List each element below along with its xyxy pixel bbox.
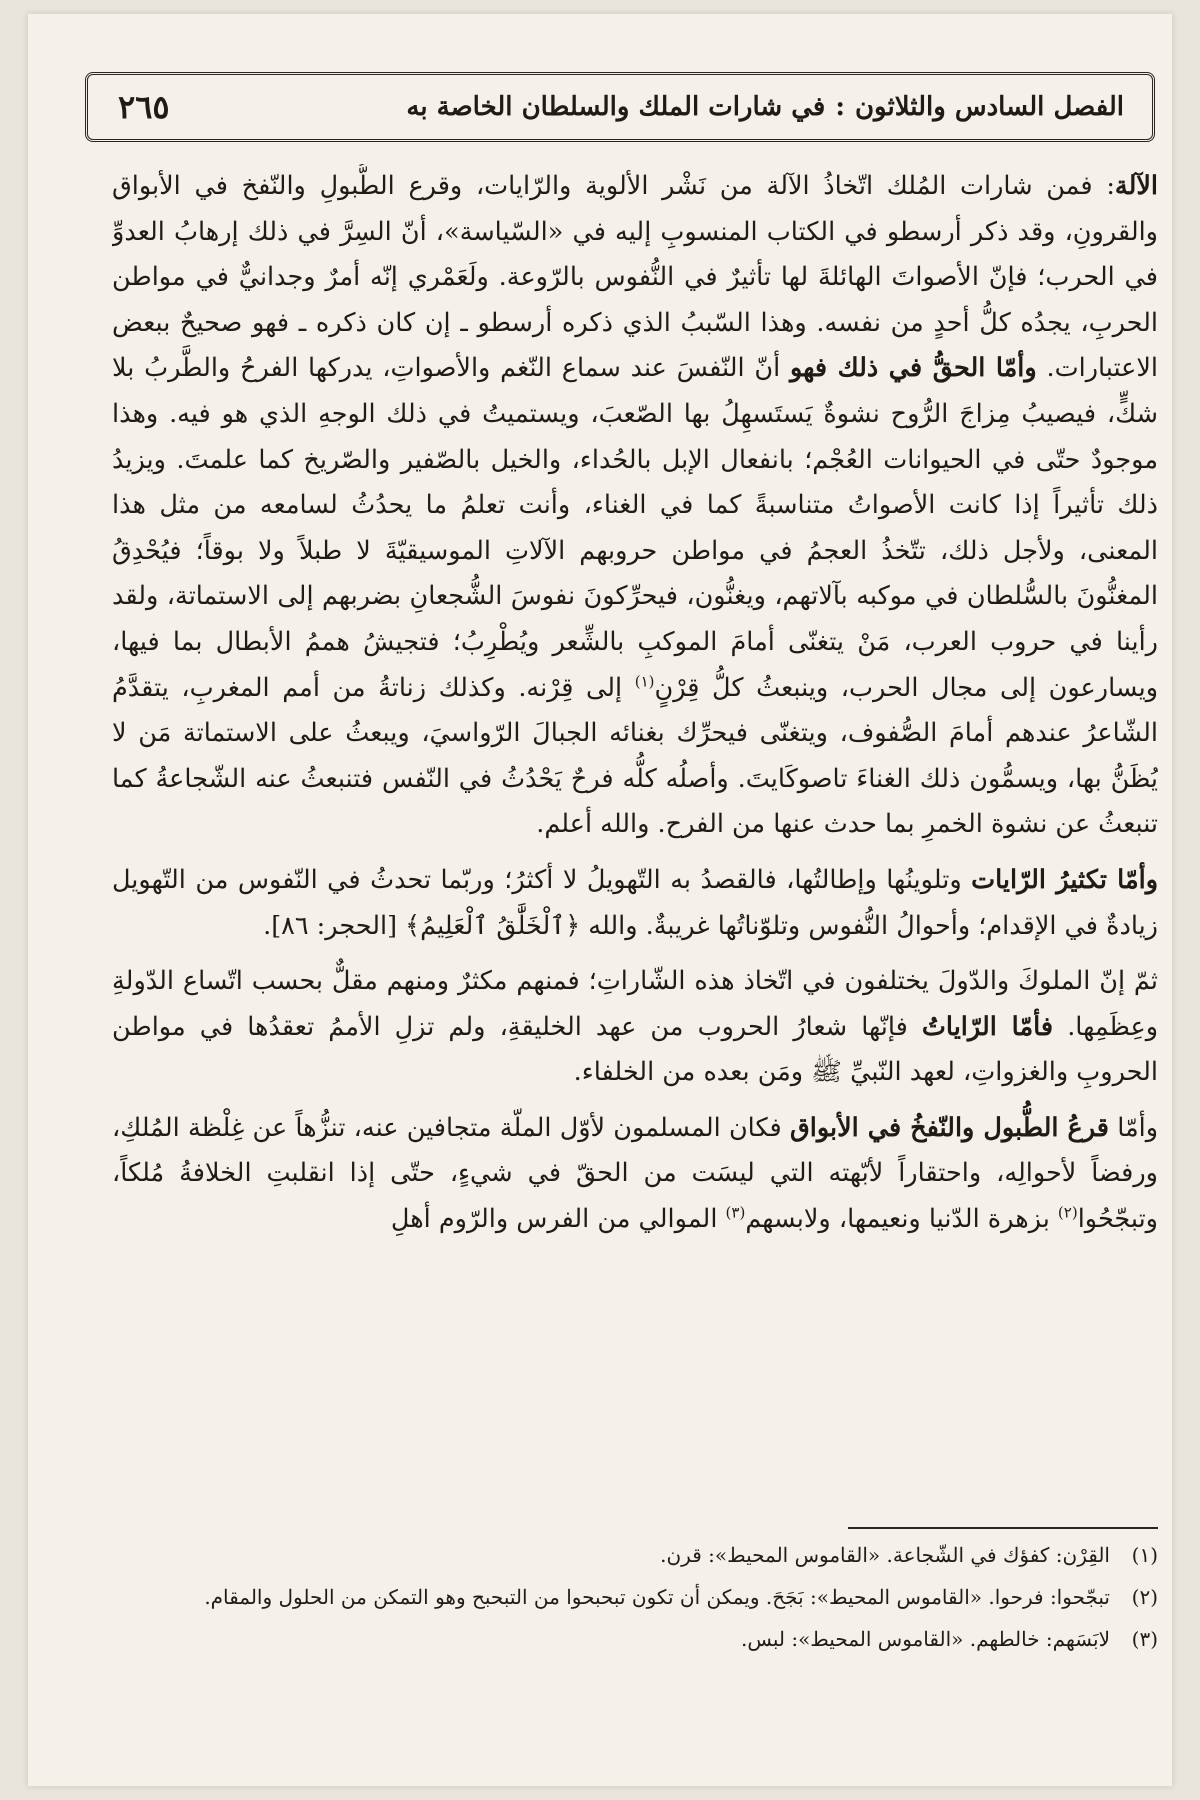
footnote-1 (112, 1538, 1158, 1572)
footnotes (112, 1538, 1158, 1664)
main-text (112, 164, 1158, 1549)
bold-phrase: فأمّا الرّاياتُ (921, 1011, 1054, 1042)
bold-phrase: وأمّا الحقُّ في ذلك فهو (789, 353, 1037, 384)
book-page (28, 14, 1172, 1786)
footnote-ref-2: (٢) (1057, 1203, 1078, 1222)
footnote-text: تبجّحوا: فرحوا. «القاموس المحيط»: بَجَحَ. ويمكن أن تكون تبحبحوا من التبحبح وهو التمكن من الحلول والمقام. (204, 1585, 1110, 1609)
paragraph-text: ثمّ إنّ الملوكَ والدّولَ يختلفون في اتّخاذ هذه الشّاراتِ؛ فمنهم مكثرٌ ومنهم مقلٌّ بحسب اتّساع الدّولةِ وعِظَمِها. (112, 966, 1158, 1042)
paragraph-text: فكان المسلمون لأوّل الملّة متجافين عنه، تنزُّهاً عن غِلْظة المُلكِ، ورفضاً لأحوالِه، واحتقاراً لأبّهته التي ليسَت من الحقّ في شيءٍ، حتّى إذا انقلبتِ الخلافةُ مُلكاً، وتبجّحُوا (112, 1112, 1158, 1235)
paragraph-3 (112, 959, 1158, 1096)
paragraph-text: وأمّا (1117, 1112, 1158, 1143)
footnote-divider (848, 1527, 1158, 1529)
paragraph-1 (112, 164, 1158, 848)
footnote-text: لابَسَهم: خالطهم. «القاموس المحيط»: لبس. (740, 1627, 1110, 1651)
lead-term: وأمّا تكثيرُ الرّايات (971, 864, 1158, 895)
footnote-ref-1: (١) (634, 672, 655, 691)
paragraph-text: الموالي من الفرس والرّوم أهلِ (390, 1204, 718, 1235)
running-header (85, 72, 1155, 142)
paragraph-text: إلى قِرْنه. وكذلك زناتةُ من أمم المغربِ، يتقدَّمُ الشّاعرُ عندهم أمامَ الصُّفوف، ويتغنّى فيحرِّك بغنائه الجبالَ الرّواسيَ، ويبعثُ على الاستماتة مَن لا يُظَنُّ بها، ويسمُّون ذلك الغناءَ تاصوكَايتَ. وأصلُه كلُّه فرحٌ يَحْدُثُ في النّفس فتنبعثُ عنه الشّجاعةُ كما تنبعثُ عن نشوة الخمرِ بما حدث عنها من الفرح. والله أعلم. (112, 672, 1158, 840)
paragraph-text: وتلوينُها وإطالتُها، فالقصدُ به التّهويلُ لا أكثرُ؛ وربّما تحدثُ في النّفوس من التّهويل زيادةٌ في الإقدام؛ وأحوالُ النُّفوس وتلوّناتُها غريبةٌ. والله ﴿ٱلْخَلَّٰقُ ٱلْعَلِيمُ﴾ [الحجر: ٨٦]. (112, 864, 1158, 941)
paragraph-text: أنّ النّفسَ عند سماع النّغم والأصواتِ، يدركها الفرحُ والطَّربُ بلا شكٍّ، فيصيبُ مِزاجَ الرُّوح نشوةٌ يَستَسهِلُ بها الصّعبَ، ويستميتُ في ذلك الوجهِ الذي هو فيه. وهذا موجودٌ حتّى في الحيوانات العُجْم؛ بانفعال الإبل بالحُداء، والخيل بالصّفير والصّريخ كما علمتَ. ويزيدُ ذلك تأثيراً إذا كانت الأصواتُ متناسبةً كما في الغناء، وأنت تعلمُ ما يحدُثُ لسامعه من مثل هذا المعنى، ولأجل ذلك، تتّخذُ العجمُ في مواطن حروبهم الآلاتِ الموسيقيّةَ لا طبلاً ولا بوقاً؛ فيُحْدِقُ المغنُّونَ بالسُّلطان في موكبه بآلاتهم، ويغنُّون، فيحرِّكونَ نفوسَ الشُّجعانِ بضربهم إلى الاستماتة، ولقد رأينا في حروب العرب، مَنْ يتغنّى أمامَ الموكبِ بالشِّعر ويُطْرِبُ؛ فتجيشُ هممُ الأبطال بما فيها، ويسارعون إلى مجال الحرب، وينبعثُ كلُّ قِرْنٍ (112, 353, 1158, 703)
footnote-ref-3: (٣) (725, 1203, 746, 1222)
footnote-number: (١) (1131, 1543, 1158, 1567)
paragraph-text: بزهرة الدّنيا ونعيمها، ولابسهم (745, 1204, 1050, 1235)
header-separator: : (835, 92, 845, 122)
paragraph-text: : فمن شارات المُلك اتّخاذُ الآلة من نَشْر الألوية والرّايات، وقرع الطُّبولِ والنّفخ في الأبواق والقرونِ، وقد ذكر أرسطو في الكتاب المنسوبِ إليه في «السّياسة»، أنّ السِرَّ في ذلك إرهابُ العدوِّ في الحرب؛ فإنّ الأصواتَ الهائلةَ لها تأثيرٌ في النُّفوس بالرّوعة. ولَعَمْري إنّه أمرٌ وجدانيٌّ في مواطن الحربِ، يجدُه كلُّ أحدٍ من نفسه. وهذا السّببُ الذي ذكره أرسطو ـ إن كان ذكره ـ فهو صحيحٌ ببعض الاعتبارات. (112, 171, 1158, 384)
header-title (406, 92, 1124, 122)
paragraph-text: فإنّها شعارُ الحروب من عهد الخليقةِ، ولم تزلِ الأممُ تعقدُها في مواطن الحروبِ والغزواتِ، لعهد النّبيِّ ﷺ ومَن بعده من الخلفاء. (112, 1011, 1158, 1088)
lead-term: الآلة (1114, 171, 1158, 201)
footnote-number: (٢) (1131, 1585, 1158, 1609)
paragraph-4 (112, 1106, 1158, 1243)
footnote-3 (112, 1622, 1158, 1656)
header-subject: في شارات الملك والسلطان الخاصة به (406, 92, 826, 122)
page-number: ٢٦٥ (118, 88, 170, 126)
footnote-number: (٣) (1131, 1627, 1158, 1651)
header-chapter: الفصل السادس والثلاثون (854, 92, 1124, 122)
footnote-2 (112, 1580, 1158, 1614)
bold-phrase: قرعُ الطُّبول والنّفخُ في الأبواق (789, 1112, 1109, 1143)
footnote-text: القِرْن: كفؤك في الشّجاعة. «القاموس المحيط»: قرن. (660, 1543, 1110, 1567)
paragraph-2 (112, 858, 1158, 949)
